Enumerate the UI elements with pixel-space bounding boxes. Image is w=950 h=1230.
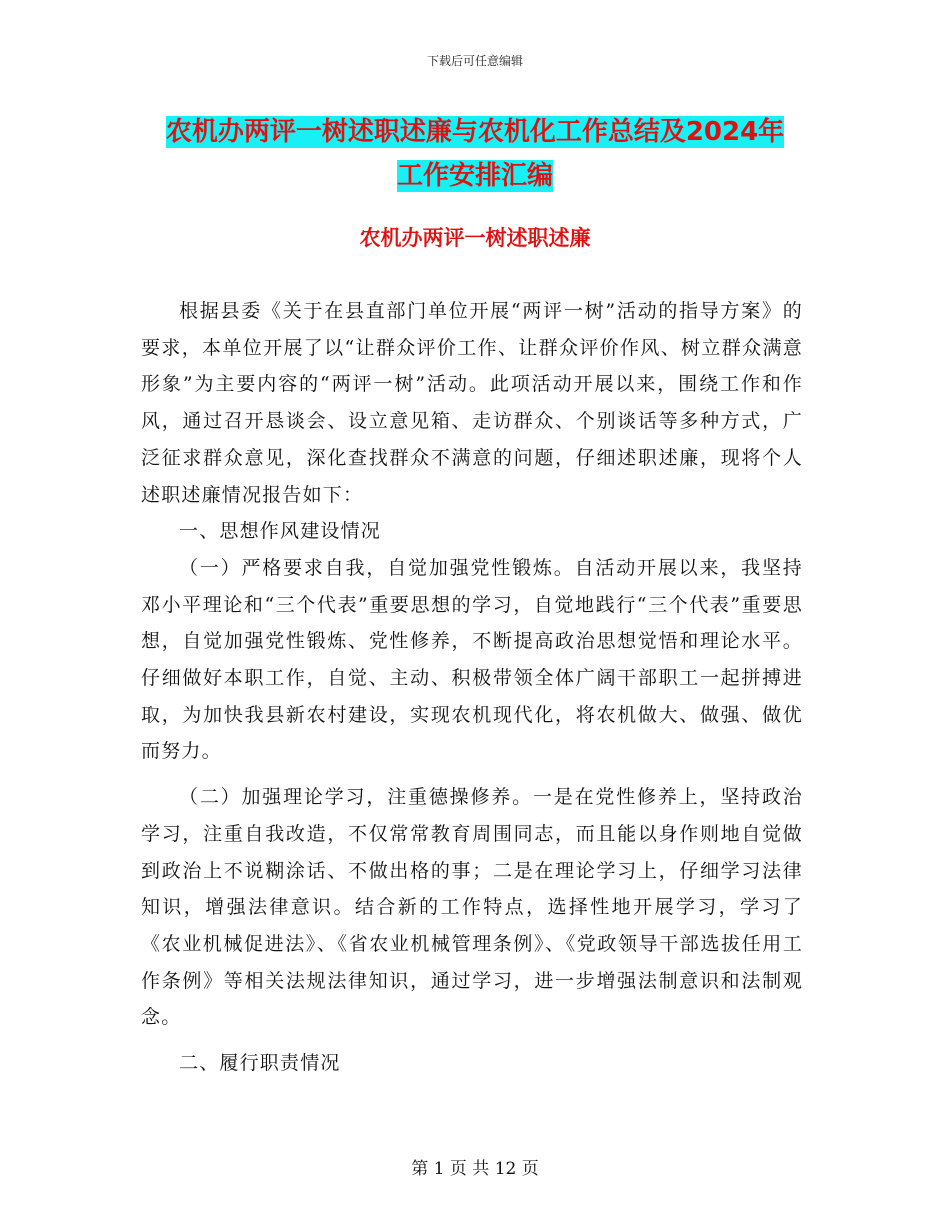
page-number: 第 1 页 共 12 页 [411, 1159, 539, 1179]
header-note: 下载后可任意编辑 [426, 54, 523, 68]
document-body [141, 293, 803, 1082]
document-title-line1: 农机办两评一树述职述廉与农机化工作总结及2024年 [165, 117, 785, 147]
paragraph-theory-study: （二）加强理论学习，注重德操修养。一是在党性修养上，坚持政治学习，注重自我改造，不仅常常教育周围同志，而且能以身作则地自觉做到政治上不说糊涂话、不做出格的事；二是在理论学习上，仔细学习法律知识，增强法律意识。结合新的工作特点，选择性地开展学习，学习了《农业机械促进法》、《省农业机械管理条例》、《党政领导干部选拔任用工作条例》等相关法规法律知识，通过学习，进一步增强法制意识和法制观念。 [141, 786, 803, 1029]
heading-duties: 二、履行职责情况 [179, 1052, 341, 1075]
document-title [0, 110, 950, 198]
document-title-line2: 工作安排汇编 [396, 161, 553, 191]
paragraph-self-discipline: （一）严格要求自我，自觉加强党性锻炼。自活动开展以来，我坚持邓小平理论和“三个代表”重要思想的学习，自觉地践行“三个代表”重要思想，自觉加强党性锻炼、党性修养，不断提高政治思想觉悟和理论水平。仔细做好本职工作，自觉、主动、积极带领全体广阔干部职工一起拼搏进取，为加快我县新农村建设，实现农机现代化，将农机做大、做强、做优而努力。 [141, 556, 803, 763]
section-title: 农机办两评一树述职述廉 [359, 226, 591, 250]
paragraph-intro: 根据县委《关于在县直部门单位开展“两评一树”活动的指导方案》的要求，本单位开展了以“让群众评价工作、让群众评价作风、树立群众满意形象”为主要内容的“两评一树”活动。此项活动开展以来，围绕工作和作风，通过召开恳谈会、设立意见箱、走访群众、个别谈话等多种方式，广泛征求群众意见，深化查找群众不满意的问题，仔细述职述廉，现将个人述职述廉情况报告如下： [141, 300, 803, 506]
heading-ideology: 一、思想作风建设情况 [179, 520, 382, 543]
